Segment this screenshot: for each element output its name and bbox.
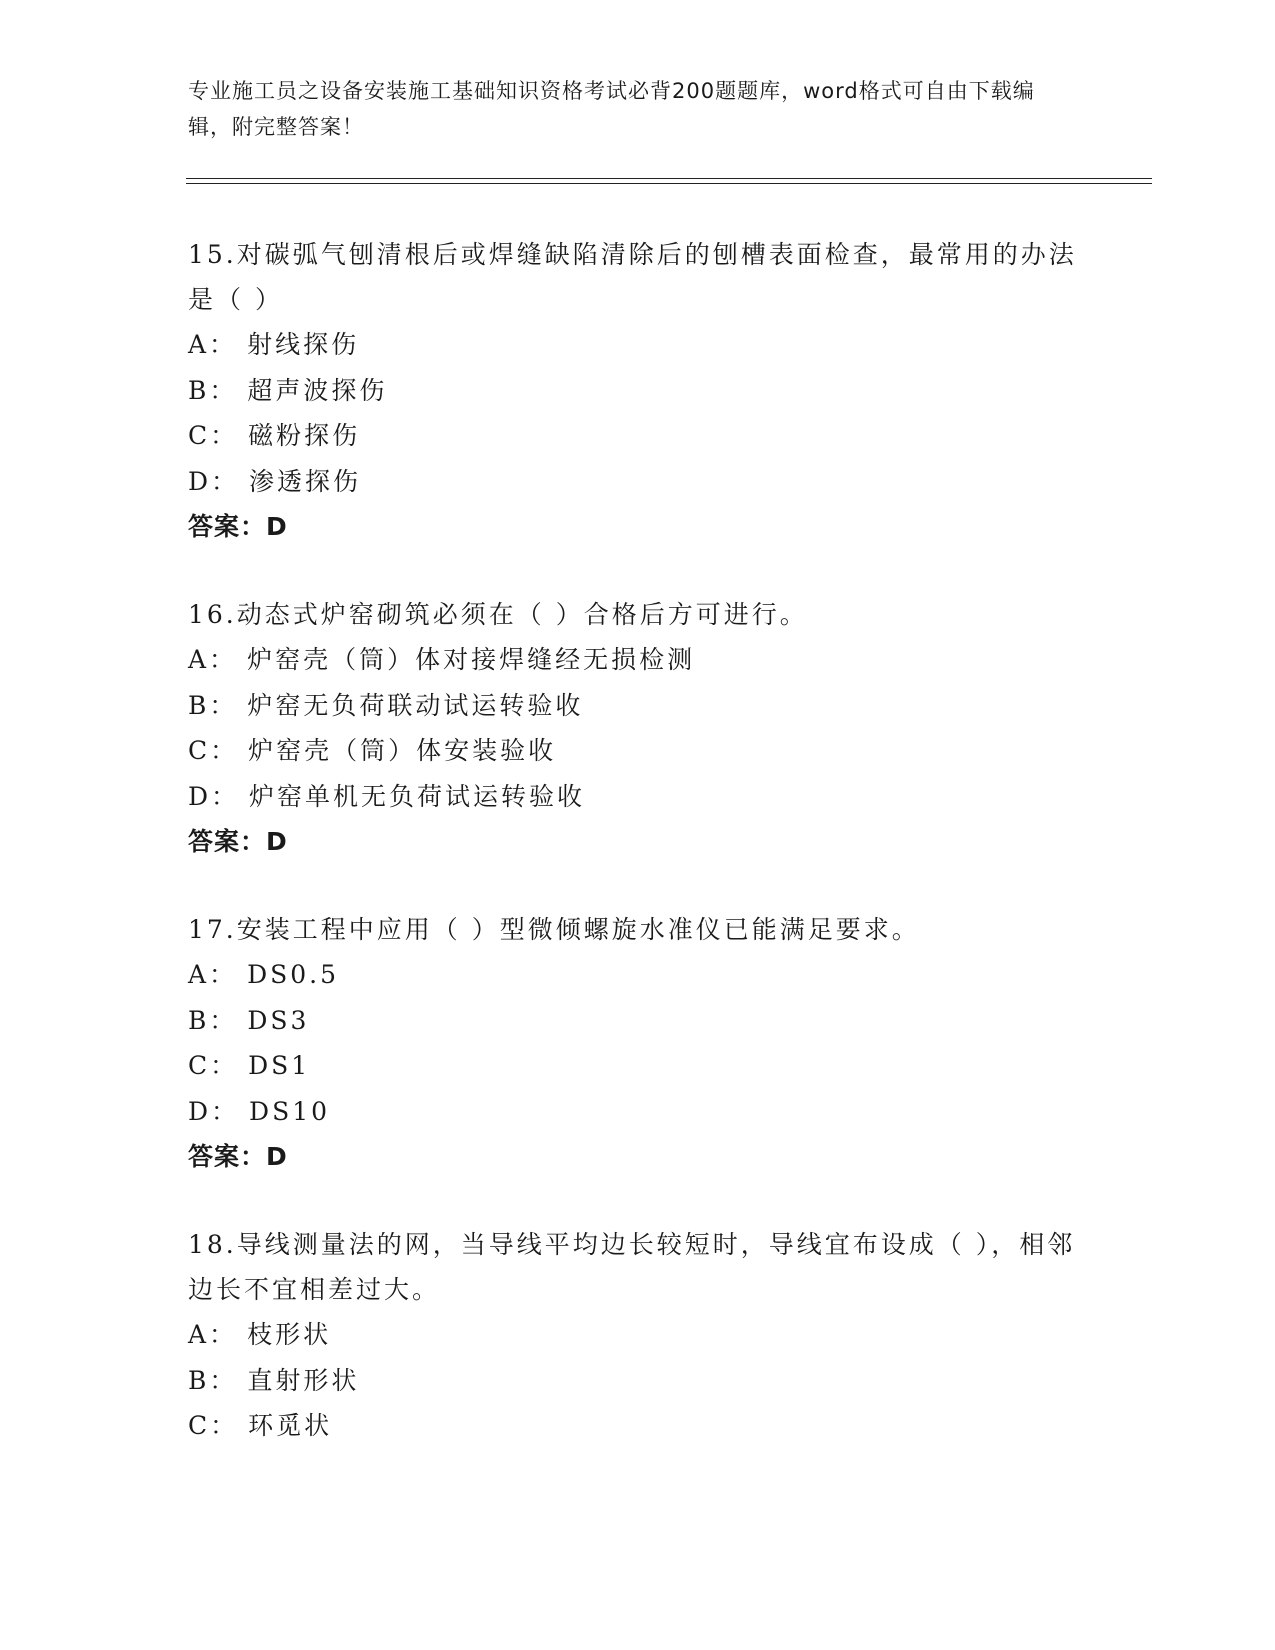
option-b <box>188 998 1088 1044</box>
question-15 <box>188 232 1088 550</box>
option-letter: D： <box>188 781 240 811</box>
option-text: DS0.5 <box>247 960 339 989</box>
option-text: 炉窑壳（筒）体安装验收 <box>248 736 557 765</box>
question-stem: 16.动态式炉窑砌筑必须在（ ）合格后方可进行。 <box>188 600 808 629</box>
option-text: 炉窑无负荷联动试运转验收 <box>247 690 584 720</box>
option-letter: B： <box>188 375 238 405</box>
option-c <box>188 413 1088 459</box>
option-text: 环觅状 <box>248 1411 333 1440</box>
option-text: DS3 <box>247 1005 310 1035</box>
option-d <box>188 459 1088 505</box>
answer-line: 答案：D <box>188 1142 288 1171</box>
option-c <box>188 1043 1088 1089</box>
option-text: 枝形状 <box>247 1320 332 1349</box>
option-c <box>188 1403 1088 1449</box>
answer-line: 答案：D <box>188 512 288 541</box>
option-b <box>188 368 1088 414</box>
option-text: 超声波探伤 <box>247 375 388 405</box>
question-stem: 17.安装工程中应用（ ）型微倾螺旋水准仪已能满足要求。 <box>188 915 920 944</box>
option-letter: A： <box>188 330 238 359</box>
option-letter: A： <box>188 960 238 989</box>
option-text: 直射形状 <box>247 1365 360 1395</box>
option-a <box>188 322 1088 368</box>
header-divider-bottom <box>186 183 1152 184</box>
option-b <box>188 1358 1088 1404</box>
option-b <box>188 683 1088 729</box>
option-letter: B： <box>188 690 238 720</box>
option-text: 炉窑单机无负荷试运转验收 <box>249 781 586 811</box>
option-text: 磁粉探伤 <box>248 421 361 450</box>
option-a <box>188 952 1088 998</box>
option-letter: B： <box>188 1005 238 1035</box>
option-letter: C： <box>188 736 239 765</box>
question-18 <box>188 1222 1088 1449</box>
question-17 <box>188 907 1088 1180</box>
answer-line: 答案：D <box>188 827 288 856</box>
question-stem: 18.导线测量法的网，当导线平均边长较短时，导线宜布设成（ ），相邻边长不宜相差过大。 <box>188 1230 1076 1304</box>
option-text: 射线探伤 <box>247 330 360 359</box>
option-a <box>188 637 1088 683</box>
option-a <box>188 1312 1088 1358</box>
question-16 <box>188 592 1088 865</box>
option-text: 炉窑壳（筒）体对接焊缝经无损检测 <box>247 645 696 674</box>
question-stem: 15.对碳弧气刨清根后或焊缝缺陷清除后的刨槽表面检查，最常用的办法是（ ） <box>188 240 1077 314</box>
option-letter: B： <box>188 1365 238 1395</box>
option-letter: A： <box>188 1320 238 1349</box>
option-c <box>188 728 1088 774</box>
document-header: 专业施工员之设备安装施工基础知识资格考试必背200题题库，word格式可自由下载编辑，附完整答案！ <box>188 79 1035 139</box>
option-letter: D： <box>188 1096 240 1126</box>
option-letter: A： <box>188 645 238 674</box>
option-text: DS1 <box>248 1051 311 1080</box>
option-d <box>188 1089 1088 1135</box>
option-letter: C： <box>188 421 239 450</box>
option-letter: D： <box>188 466 240 496</box>
option-text: 渗透探伤 <box>249 466 362 496</box>
option-text: DS10 <box>249 1096 331 1126</box>
option-letter: C： <box>188 1051 239 1080</box>
option-d <box>188 774 1088 820</box>
question-list <box>188 232 1088 1491</box>
header-divider-top <box>186 178 1152 179</box>
option-letter: C： <box>188 1411 239 1440</box>
